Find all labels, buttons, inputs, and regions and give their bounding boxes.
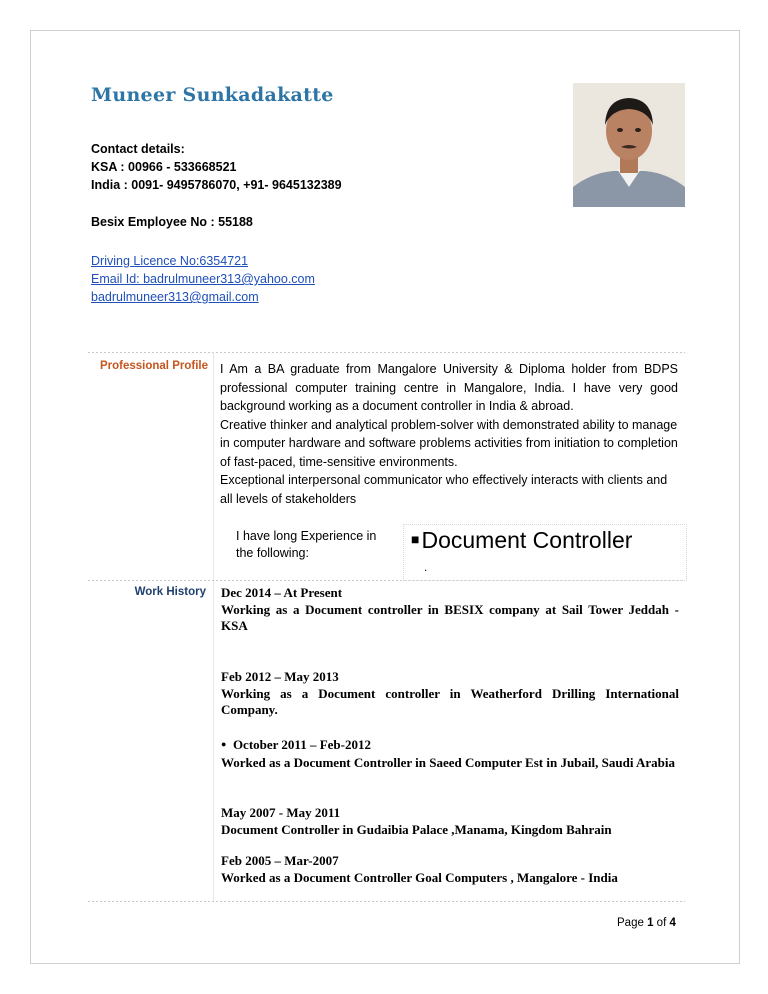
- job-description: Document Controller in Gudaibia Palace ,Manama, Kingdom Bahrain: [221, 821, 612, 837]
- job-entry: [221, 737, 679, 771]
- employee-number: Besix Employee No : 55188: [91, 215, 253, 229]
- bullet-dot-icon: ●: [221, 739, 227, 749]
- profile-paragraph: Exceptional interpersonal communicator who effectively interacts with clients and all levels of stakeholders: [220, 473, 668, 506]
- job-description: Worked as a Document Controller in Saeed Computer Est in Jubail, Saudi Arabia: [221, 754, 675, 770]
- job-entry: [221, 805, 679, 838]
- job-entry: [221, 853, 679, 886]
- job-description: Working as a Document controller in BESIX company at Sail Tower Jeddah - KSA: [221, 601, 679, 633]
- table-column-rule: [213, 352, 214, 902]
- work-history-label: Work History: [134, 586, 206, 598]
- table-bottom-rule: [88, 901, 685, 902]
- job-dates: Dec 2014 – At Present: [221, 585, 343, 600]
- email-gmail-link[interactable]: badrulmuneer313@gmail.com: [91, 290, 259, 304]
- experience-item: [411, 527, 632, 554]
- person-portrait-icon: [573, 83, 685, 207]
- professional-profile-text: [220, 360, 678, 508]
- square-bullet-icon: ■: [411, 531, 420, 547]
- contact-heading: Contact details:: [91, 142, 185, 156]
- job-entry: [221, 585, 679, 635]
- job-dates: Feb 2005 – Mar-2007: [221, 853, 339, 868]
- job-description: Working as a Document controller in Weatherford Drilling International Company.: [221, 685, 679, 717]
- job-description: Worked as a Document Controller Goal Computers , Mangalore - India: [221, 869, 618, 885]
- page-number: [617, 917, 676, 929]
- contact-details: [91, 140, 342, 194]
- page-prefix: Page: [617, 917, 644, 929]
- job-dates: Feb 2012 – May 2013: [221, 669, 339, 684]
- contact-links: [91, 252, 315, 306]
- experience-dot: .: [424, 560, 428, 574]
- candidate-name: Muneer Sunkadakatte: [91, 84, 334, 106]
- profile-paragraph: Creative thinker and analytical problem-solver with demonstrated ability to manage in computer hardware and software problems activities from initiation to completion of fast-paced, time-sensitive environments.: [220, 417, 678, 469]
- ksa-phone: KSA : 00966 - 533668521: [91, 160, 237, 174]
- page-of: of: [656, 917, 667, 929]
- email-yahoo-link[interactable]: Email Id: badrulmuneer313@yahoo.com: [91, 272, 315, 286]
- profile-paragraph: I Am a BA graduate from Mangalore University & Diploma holder from BDPS professional computer training centre in Mangalore, India. I have very good background working as a document controller in India & abroad.: [220, 362, 678, 413]
- page-total: 4: [669, 917, 676, 929]
- india-phone: India : 0091- 9495786070, +91- 9645132389: [91, 178, 342, 192]
- experience-intro: I have long Experience in the following:: [236, 529, 377, 560]
- profile-photo: [573, 83, 685, 207]
- table-top-rule: [88, 352, 685, 353]
- page-current: 1: [647, 917, 654, 929]
- driving-licence-link[interactable]: Driving Licence No:6354721: [91, 254, 249, 268]
- job-dates: May 2007 - May 2011: [221, 805, 341, 820]
- job-dates-line: [221, 737, 679, 755]
- job-dates: October 2011 – Feb-2012: [232, 737, 371, 752]
- job-entry: [221, 669, 679, 719]
- experience-item-label: Document Controller: [421, 527, 633, 553]
- professional-profile-label: Professional Profile: [99, 360, 208, 372]
